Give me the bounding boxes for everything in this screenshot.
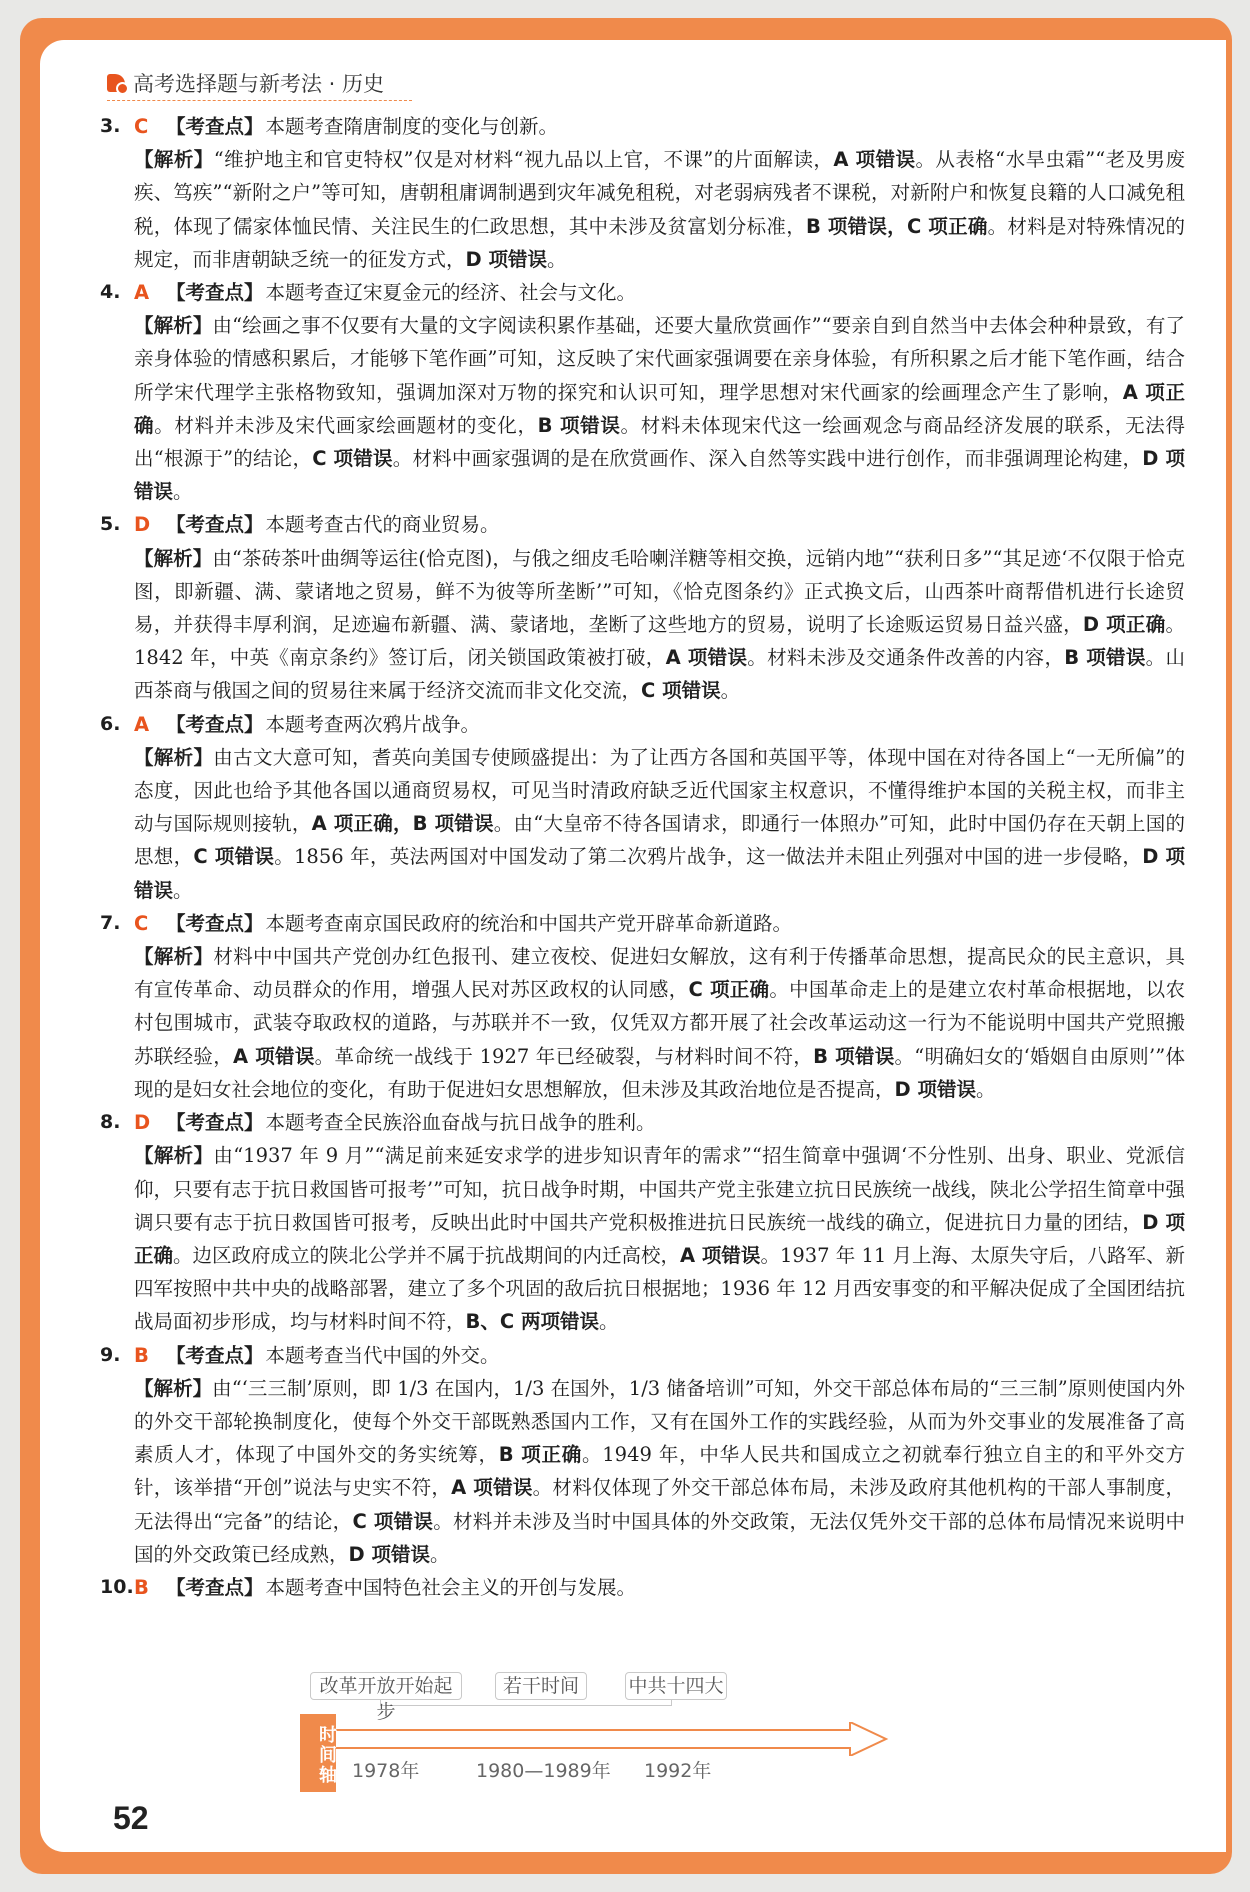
- question-number: 10.: [100, 1575, 134, 1598]
- jiexi-label: 【解析】: [134, 945, 214, 969]
- question-header: [100, 276, 1185, 309]
- option-verdict: A 项正确: [134, 380, 1185, 437]
- option-verdict: D 项错误: [134, 447, 1185, 504]
- answer-letter: C: [134, 115, 149, 138]
- question-number: 3.: [100, 115, 121, 137]
- answer-explanations: [100, 110, 1185, 1604]
- explanation: [100, 940, 1185, 1106]
- timeline-year: 1978年: [352, 1760, 420, 1782]
- explanation-text: “维护地主和官吏特权”仅是对材料“视九品以上官，不课”的片面解读，: [213, 148, 834, 172]
- book-icon: [107, 74, 125, 92]
- option-verdict: C 项错误: [193, 845, 275, 869]
- explanation: [100, 741, 1185, 907]
- header-divider: [107, 100, 412, 101]
- kaochadian-label: 【考查点】: [166, 1343, 264, 1367]
- kaochadian-label: 【考查点】: [166, 911, 264, 935]
- question-header: [100, 907, 1185, 940]
- explanation-text: 。1949 年，中华人民共和国成立之初就奉行独立自主的和平外交方针，该举措“开创”说法与史实不符，: [134, 1443, 1185, 1500]
- timeline-year: 1980—1989年: [476, 1760, 611, 1782]
- question-header: [100, 1339, 1185, 1372]
- option-verdict: D 项错误: [348, 1542, 430, 1566]
- option-verdict: B 项错误，C 项正确: [805, 214, 988, 238]
- explanation: [100, 542, 1185, 708]
- explanation-text: 由“绘画之事不仅要有大量的文字阅读积累作基础，还要大量欣赏画作”“要亲自到自然当中去体会种种景致，有了亲身体验的情感积累后，才能够下笔作画”可知，这反映了宋代画家强调要在亲身体验，有所积累之后才能下笔作画，结合所学宋代理学主张格物致知，强调加深对万物的探究和认识可知，理学思想对宋代画家的绘画理念产生了影响，: [134, 314, 1185, 404]
- explanation-text: 。材料仅体现了外交干部总体布局，未涉及政府其他机构的干部人事制度，无法得出“完备”的结论，: [134, 1476, 1185, 1533]
- explanation-text: 由“‘三三制’原则，即 1/3 在国内，1/3 在国外，1/3 储备培训”可知，外交干部总体布局的“三三制”原则使国内外的外交干部轮换制度化，使每个外交干部既熟悉国内工作，又有在国外工作的实践经验，从而为外交事业的发展准备了高素质人才，体现了中国外交的务实统筹，: [134, 1376, 1185, 1467]
- explanation-text: 。: [173, 878, 193, 902]
- timeline-box: 改革开放开始起步: [310, 1672, 462, 1700]
- explanation: [100, 1372, 1185, 1571]
- answer-letter: D: [134, 513, 151, 537]
- answer-letter: C: [134, 911, 149, 935]
- explanation-text: 。材料未体现宋代这一绘画观念与商品经济发展的联系，无法得出“根源于”的结论，: [134, 413, 1185, 471]
- option-verdict: A 项错误: [451, 1476, 533, 1500]
- question-item: [100, 110, 1185, 276]
- topic-text: 本题考查全民族浴血奋战与抗日战争的胜利。: [265, 1111, 656, 1135]
- explanation: [100, 309, 1185, 508]
- kaochadian-label: 【考查点】: [166, 1111, 264, 1135]
- option-verdict: D 项错误: [894, 1077, 976, 1101]
- kaochadian-label: 【考查点】: [166, 1575, 264, 1599]
- option-verdict: A 项错误: [233, 1044, 315, 1068]
- jiexi-label: 【解析】: [134, 546, 213, 570]
- timeline-box: 中共十四大: [625, 1672, 727, 1700]
- question-number: 4.: [100, 281, 121, 304]
- option-verdict: B 项正确: [498, 1443, 582, 1467]
- option-verdict: C 项错误: [352, 1509, 434, 1533]
- explanation-text: 。从表格“水旱虫霜”“老及男废疾、笃疾”“新附之户”等可知，唐朝租庸调制遇到灾年减免租税，对老弱病残者不课税，对新附户和恢复良籍的人口减免租税，体现了儒家体恤民情、关注民生的仁政思想，其中未涉及贫富划分标准，: [134, 148, 1185, 238]
- explanation-text: 。1937 年 11 月上海、太原失守后，八路军、新四军按照中共中央的战略部署，建立了多个巩固的敌后抗日根据地；1936 年 12 月西安事变的和平解决促成了全国团结抗战局面初步形成，均与材料时间不符，: [134, 1243, 1185, 1334]
- explanation-text: 。革命统一战线于 1927 年已经破裂，与材料时间不符，: [314, 1044, 814, 1068]
- option-verdict: D 项正确: [1082, 613, 1166, 637]
- kaochadian-label: 【考查点】: [166, 513, 264, 537]
- explanation: [100, 1139, 1185, 1338]
- option-verdict: D 项错误: [134, 845, 1185, 902]
- topic-text: 本题考查当代中国的外交。: [265, 1343, 500, 1367]
- explanation: [100, 143, 1185, 276]
- timeline-year: 1992年: [644, 1760, 712, 1782]
- option-verdict: A 项错误: [665, 646, 748, 670]
- explanation-text: 。: [173, 480, 193, 504]
- timeline-axis-label: 时间轴: [300, 1714, 336, 1792]
- jiexi-label: 【解析】: [134, 1376, 213, 1400]
- question-item: [100, 708, 1185, 907]
- kaochadian-label: 【考查点】: [166, 281, 264, 305]
- explanation-text: 。材料并未涉及宋代画家绘画题材的变化，: [154, 413, 538, 437]
- answer-letter: A: [134, 712, 150, 736]
- option-verdict: B 项错误: [813, 1044, 895, 1068]
- explanation-text: 。边区政府成立的陕北公学并不属于抗战期间的内迁高校，: [173, 1243, 681, 1267]
- topic-text: 本题考查中国特色社会主义的开创与发展。: [265, 1575, 637, 1599]
- page-number: 52: [113, 1800, 149, 1836]
- answer-letter: D: [134, 1111, 151, 1135]
- option-verdict: D 项正确: [134, 1210, 1185, 1267]
- topic-text: 本题考查古代的商业贸易。: [265, 513, 500, 537]
- timeline-diagram: [300, 1672, 1040, 1785]
- question-header: [100, 708, 1185, 741]
- option-verdict: A 项错误: [680, 1243, 761, 1267]
- explanation-text: 。山西茶商与俄国之间的贸易往来属于经济交流而非文化交流，: [134, 646, 1185, 703]
- question-item: [100, 1106, 1185, 1338]
- topic-text: 本题考查隋唐制度的变化与创新。: [265, 115, 559, 138]
- question-number: 8.: [100, 1111, 121, 1134]
- answer-letter: A: [134, 281, 150, 305]
- question-item: [100, 907, 1185, 1106]
- jiexi-label: 【解析】: [134, 1144, 214, 1168]
- question-item: [100, 1571, 1185, 1604]
- explanation-text: 。材料并未涉及当时中国具体的外交政策，无法仅凭外交干部的总体布局情况来说明中国的外交政策已经成熟，: [134, 1509, 1185, 1566]
- jiexi-label: 【解析】: [134, 314, 213, 338]
- option-verdict: B 项错误: [1064, 646, 1146, 670]
- explanation-text: 。1856 年，英法两国对中国发动了第二次鸦片战争，这一做法并未阻止列强对中国的进一步侵略，: [274, 845, 1143, 869]
- option-verdict: C 项错误: [312, 447, 393, 471]
- topic-text: 本题考查两次鸦片战争。: [265, 712, 481, 736]
- question-number: 5.: [100, 513, 121, 536]
- explanation-text: 由古文大意可知，耆英向美国专使顾盛提出：为了让西方各国和英国平等，体现中国在对待各国上“一无所偏”的态度，因此也给予其他各国以通商贸易权，可见当时清政府缺乏近代国家主权意识，不懂得维护本国的关税主权，而非主动与国际规则接轨，: [134, 745, 1185, 836]
- explanation-text: 。由“大皇帝不待各国请求，即通行一体照办”可知，此时中国仍存在天朝上国的思想，: [134, 812, 1185, 869]
- running-header: [107, 68, 384, 98]
- option-verdict: C 项错误: [641, 679, 721, 703]
- answer-letter: B: [134, 1575, 149, 1599]
- explanation-text: 。中国革命走上的是建立农村革命根据地，以农村包围城市，武装夺取政权的道路，与苏联并不一致，仅凭双方都开展了社会改革运动这一行为不能说明中国共产党照搬苏联经验，: [134, 978, 1185, 1068]
- kaochadian-label: 【考查点】: [166, 712, 264, 736]
- explanation-text: 。: [547, 247, 567, 271]
- question-header: [100, 110, 1185, 143]
- question-header: [100, 508, 1185, 541]
- answer-letter: B: [134, 1343, 149, 1367]
- question-item: [100, 276, 1185, 508]
- explanation-text: 。材料是对特殊情况的规定，而非唐朝缺乏统一的征发方式，: [134, 214, 1185, 271]
- explanation-text: 。: [430, 1542, 450, 1566]
- explanation-text: 。1842 年，中英《南京条约》签订后，闭关锁国政策被打破，: [134, 613, 1185, 670]
- topic-text: 本题考查辽宋夏金元的经济、社会与文化。: [265, 281, 637, 305]
- option-verdict: C 项正确: [688, 978, 770, 1002]
- timeline-arrow: [330, 1722, 910, 1756]
- explanation-text: 。: [720, 679, 741, 703]
- question-item: [100, 508, 1185, 707]
- question-item: [100, 1339, 1185, 1571]
- topic-text: 本题考查南京国民政府的统治和中国共产党开辟革命新道路。: [265, 911, 793, 935]
- question-number: 6.: [100, 712, 121, 735]
- explanation-text: 。: [976, 1077, 996, 1101]
- option-verdict: B 项错误: [537, 413, 621, 437]
- explanation-text: 材料中中国共产党创办红色报刊、建立夜校、促进妇女解放，这有利于传播革命思想，提高民众的民主意识，具有宣传革命、动员群众的作用，增强人民对苏区政权的认同感，: [134, 945, 1185, 1002]
- timeline-box: 若干时间: [495, 1672, 587, 1700]
- question-number: 9.: [100, 1343, 121, 1366]
- option-verdict: D 项错误: [465, 247, 547, 271]
- explanation-text: 由“茶砖茶叶曲绸等运往(恰克图)，与俄之细皮毛哈喇洋糖等相交换，远销内地”“获利日多”“其足迹‘不仅限于恰克图，即新疆、满、蒙诸地之贸易，鲜不为彼等所垄断’”可知，《恰克图条约》正式换文后，山西茶叶商帮借机进行长途贸易，并获得丰厚利润，足迹遍布新疆、满、蒙诸地，垄断了这些地方的贸易，说明了长途贩运贸易日益兴盛，: [134, 546, 1185, 637]
- question-header: [100, 1106, 1185, 1139]
- kaochadian-label: 【考查点】: [166, 115, 264, 138]
- explanation-text: 。“明确妇女的‘婚姻自由原则’”体现的是妇女社会地位的变化，有助于促进妇女思想解放，但未涉及其政治地位是否提高，: [134, 1044, 1185, 1101]
- question-number: 7.: [100, 911, 121, 934]
- question-header: [100, 1571, 1185, 1604]
- option-verdict: A 项错误: [833, 148, 916, 172]
- explanation-text: 。: [598, 1310, 619, 1334]
- jiexi-label: 【解析】: [134, 745, 214, 769]
- jiexi-label: 【解析】: [134, 148, 214, 172]
- option-verdict: B、C 两项错误: [465, 1310, 599, 1334]
- explanation-text: 。材料中画家强调的是在欣赏画作、深入自然等实践中进行创作，而非强调理论构建，: [392, 447, 1143, 471]
- header-title: 高考选择题与新考法 · 历史: [133, 72, 385, 96]
- option-verdict: A 项正确，B 项错误: [311, 812, 494, 836]
- explanation-text: 由“1937 年 9 月”“满足前来延安求学的进步知识青年的需求”“招生简章中强调‘不分性别、出身、职业、党派信仰，只要有志于抗日救国皆可报考’”可知，抗日战争时期，中国共产党主张建立抗日民族统一战线，陕北公学招生简章中强调只要有志于抗日救国皆可报考，反映出此时中国共产党积极推进抗日民族统一战线的确立，促进抗日力量的团结，: [134, 1144, 1185, 1234]
- explanation-text: 。材料未涉及交通条件改善的内容，: [747, 646, 1065, 670]
